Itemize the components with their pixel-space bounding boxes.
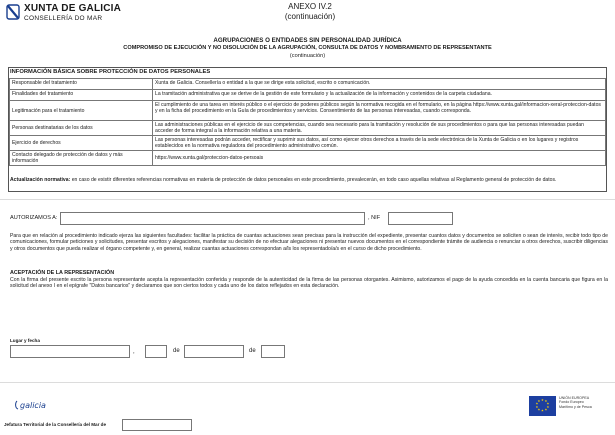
galicia-logo-icon (14, 398, 54, 412)
svg-text:★: ★ (544, 407, 548, 412)
place-comma: , (133, 349, 135, 355)
table-row (10, 136, 606, 151)
svg-text:★: ★ (535, 401, 539, 406)
privacy-link[interactable]: https://www.xunta.gal/proteccion-datos-persoais (155, 155, 264, 161)
row-value: La tramitación administrativa que se derive de la gestión de este formulario y la actualización de la información y contenidos de la carpeta ciudadana. (153, 90, 606, 101)
acceptance-text: Con la firma del presente escrito la persona representante acepta la representación conferida y responde de la autenticidad de la firma de las personas otorgantes. Asimismo, autorizamos el pago de la ayuda concedida en la cuenta bancaria que figura en la solicitud del anexo I en el epígrafe "Datos bancarios" y declaramos que son ciertos todos y cada uno de los datos reflejados en esta declaración. (10, 277, 608, 290)
svg-text:★: ★ (541, 398, 544, 402)
powers-paragraph: Para que en relación al procedimiento indicado ejerza las siguientes facultades: facilitar la práctica de cuantas actuaciones sean precisas para la instrucción del expediente, presentar cuantos datos y documentos se soliciten o sean de interés, recibir todo tipo de comunicaciones, formular peticiones y solicitudes, presentar escritos y alegaciones, manifestar su decisión de no efectuar alegaciones ni presentar nuevos documentos en el correspondiente trámite de audiencia o renunciar a otros derechos, suscribir diligencias y otros documentos que pueda realizar el órgano competente y, en general, realizar cuantas actuaciones correspondan a/ls los representado/a/s en el curso de dicho procedimiento. (10, 233, 608, 252)
eu-union-label: UNIÓN EUROPEA (559, 396, 590, 400)
acceptance-heading: ACEPTACIÓN DE LA REPRESENTACIÓN (10, 270, 115, 276)
svg-text:★: ★ (546, 401, 550, 406)
row-label: Personas destinatarias de los datos (10, 121, 153, 136)
table-row (10, 101, 606, 121)
table-row (10, 121, 606, 136)
row-value: El cumplimiento de una tarea en interés público o el ejercicio de poderes públicos según la normativa recogida en el formulario, en la página https://www.xunta.gal/informacion-xeral-proteccion-datos y en la ficha del procedimiento en la Guía de procedimientos y servicios. Consentimiento de las personas interesadas, cuando corresponda. (153, 101, 606, 121)
row-value: Xunta de Galicia. Consellería o entidad a la que se dirige esta solicitud, escrito o comunicación. (153, 79, 606, 90)
org-title: XUNTA DE GALICIA (24, 3, 122, 14)
annex-label (250, 2, 370, 21)
data-protection-table (9, 78, 606, 166)
svg-text:★: ★ (546, 405, 550, 409)
svg-text:★: ★ (544, 399, 548, 403)
jefatura-label: Jefatura Territorial de la Consellería del Mar de (4, 422, 107, 427)
representative-name-field[interactable] (60, 212, 365, 225)
svg-text:★: ★ (535, 405, 539, 409)
regulatory-update-note (10, 177, 606, 183)
row-value[interactable] (153, 151, 606, 166)
section-divider (0, 199, 615, 200)
authorize-label: AUTORIZAMOS A: (10, 215, 58, 221)
eu-fund-label: Fondo Europeo (559, 400, 584, 405)
row-label: Contacto delegado de protección de datos y más información (10, 151, 153, 166)
svg-text:★: ★ (537, 399, 541, 403)
place-field[interactable] (10, 345, 130, 358)
de-label: de (173, 348, 180, 354)
form-title: AGRUPACIONES O ENTIDADES SIN PERSONALIDAD JURÍDICA (213, 37, 402, 44)
note-text: en caso de existir diferentes referencias normativas en materia de protección de datos personales en este procedimiento, prevalecerán, en todo caso aquellas relativas al Reglamento general de protección de datos. (70, 177, 557, 183)
table-row (10, 151, 606, 166)
org-subtitle: CONSELLERÍA DO MAR (24, 15, 103, 22)
row-label: Ejercicio de derechos (10, 136, 153, 151)
year-field[interactable] (261, 345, 285, 358)
xunta-crest-icon (6, 4, 20, 20)
svg-text:galicia: galicia (20, 401, 46, 410)
form-continuation: (continuación) (289, 53, 326, 59)
row-label: Finalidades del tratamiento (10, 90, 153, 101)
svg-text:★: ★ (541, 408, 544, 413)
table-row (10, 79, 606, 90)
jefatura-field[interactable] (122, 419, 192, 431)
row-label: Legitimación para el tratamiento (10, 101, 153, 121)
note-label: Actualización normativa: (10, 177, 71, 183)
row-value: Las personas interesadas podrán acceder, rectificar y suprimir sus datos, así como ejercer otros derechos a través de la sede electrónica de la Xunta de Galicia o en los lugares y registros establecidos en la normativa reguladora del procedimiento administrativo común. (153, 136, 606, 151)
section-divider (0, 382, 615, 383)
row-label: Responsable del tratamiento (10, 79, 153, 90)
annex-number: ANEXO IV.2 (288, 2, 332, 11)
row-value: Las administraciones públicas en el ejercicio de sus competencias, cuando sea necesario para la tramitación y resolución de sus procedimientos o para que las personas interesadas puedan acceder de forma integral a la información relativa a una materia. (153, 121, 606, 136)
nif-field[interactable] (388, 212, 453, 225)
day-field[interactable] (145, 345, 167, 358)
eu-flag-icon (529, 396, 556, 416)
nif-label: , NIF (368, 215, 381, 221)
place-date-label: Lugar y fecha (10, 338, 40, 343)
eu-fund-label-2: Marítimo y de Pesca (559, 404, 592, 409)
table-row (10, 90, 606, 101)
month-field[interactable] (184, 345, 244, 358)
de-label: de (249, 348, 256, 354)
eu-fund-text (559, 396, 592, 409)
form-subtitle: COMPROMISO DE EJECUCIÓN Y NO DISOLUCIÓN DE LA AGRUPACIÓN, CONSULTA DE DATOS Y NOMBRAMIENTO DE REPRESENTANTE (123, 45, 492, 51)
svg-text:★: ★ (537, 407, 541, 412)
data-protection-heading: INFORMACIÓN BÁSICA SOBRE PROTECCIÓN DE DATOS PERSONALES (10, 69, 211, 75)
annex-continuation: (continuación) (284, 11, 336, 21)
